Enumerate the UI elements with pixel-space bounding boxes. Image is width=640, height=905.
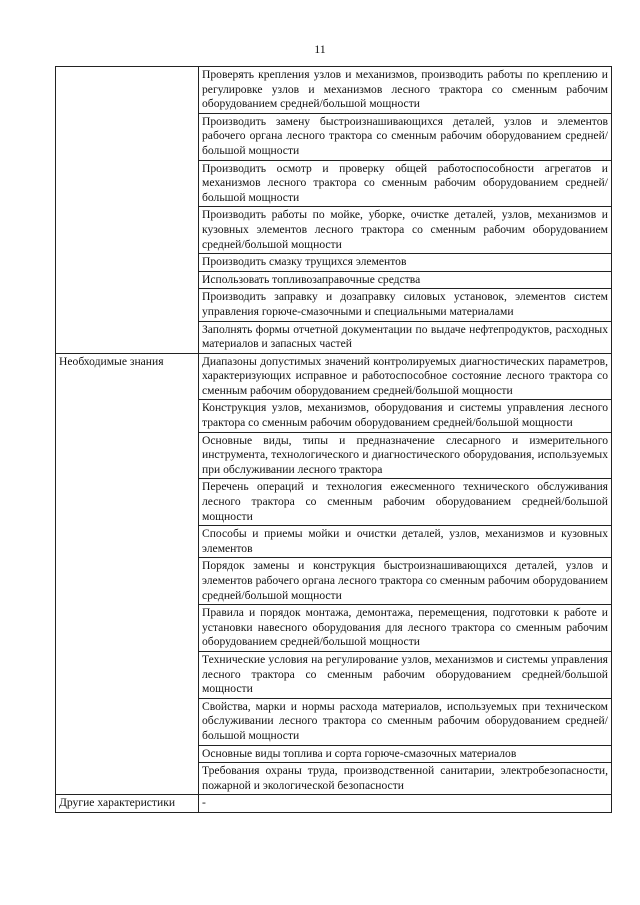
table-cell: Использовать топливозаправочные средства [199,271,612,289]
knowledge-label: Необходимые знания [56,353,199,795]
table-cell: Требования охраны труда, производственной санитарии, электробезопасности, пожарной и экологической безопасности [199,763,612,795]
table-cell: Производить осмотр и проверку общей работоспособности агрегатов и механизмов лесного трактора со сменным рабочим оборудованием средней/большой мощности [199,160,612,207]
table-row [56,795,612,813]
other-characteristics-value: - [199,795,612,813]
table-cell: Диапазоны допустимых значений контролируемых диагностических параметров, характеризующих исправное и работоспособное состояние лесного трактора со сменным рабочим оборудованием средней/большой мощности [199,353,612,400]
table-cell: Основные виды, типы и предназначение слесарного и измерительного инструмента, технологического и диагностического оборудования, используемых при обслуживании лесного трактора [199,432,612,479]
table-cell: Перечень операций и технология ежесменного технического обслуживания лесного трактора со сменным рабочим оборудованием средней/большой мощности [199,479,612,526]
table-cell: Проверять крепления узлов и механизмов, производить работы по креплению и регулировке узлов и механизмов лесного трактора со сменным рабочим оборудованием средней/большой мощности [199,67,612,114]
table-cell: Производить заправку и дозаправку силовых установок, элементов систем управления горюче-смазочными и специальными материалами [199,289,612,321]
table-cell: Способы и приемы мойки и очистки деталей, узлов, механизмов и кузовных элементов [199,526,612,558]
table-cell: Производить работы по мойке, уборке, очистке деталей, узлов, механизмов и кузовных элементов лесного трактора со сменным рабочим оборудованием средней/большой мощности [199,207,612,254]
table-row [56,67,612,114]
table-cell: Заполнять формы отчетной документации по выдаче нефтепродуктов, расходных материалов и запасных частей [199,321,612,353]
table-cell: Свойства, марки и нормы расхода материалов, используемых при техническом обслуживании лесного трактора со сменным рабочим оборудованием средней/большой мощности [199,698,612,745]
table-cell: Производить замену быстроизнашивающихся деталей, узлов и элементов рабочего органа лесного трактора со сменным рабочим оборудованием средней/большой мощности [199,113,612,160]
table-cell: Порядок замены и конструкция быстроизнашивающихся деталей, узлов и элементов рабочего органа лесного трактора со сменным рабочим оборудованием средней/большой мощности [199,558,612,605]
table-cell: Конструкция узлов, механизмов, оборудования и системы управления лесного трактора со сменным рабочим оборудованием средней/большой мощности [199,400,612,432]
competency-table [55,66,612,813]
row-label-empty [56,67,199,354]
table-cell: Производить смазку трущихся элементов [199,254,612,272]
table-cell: Технические условия на регулирование узлов, механизмов и системы управления лесного трактора со сменным рабочим оборудованием средней/большой мощности [199,651,612,698]
page-number: 11 [314,42,326,56]
other-characteristics-label: Другие характеристики [56,795,199,813]
table-row [56,353,612,400]
table-cell: Основные виды топлива и сорта горюче-смазочных материалов [199,745,612,763]
table-cell: Правила и порядок монтажа, демонтажа, перемещения, подготовки к работе и установки навесного оборудования для лесного трактора со сменным рабочим оборудованием средней/большой мощности [199,605,612,652]
